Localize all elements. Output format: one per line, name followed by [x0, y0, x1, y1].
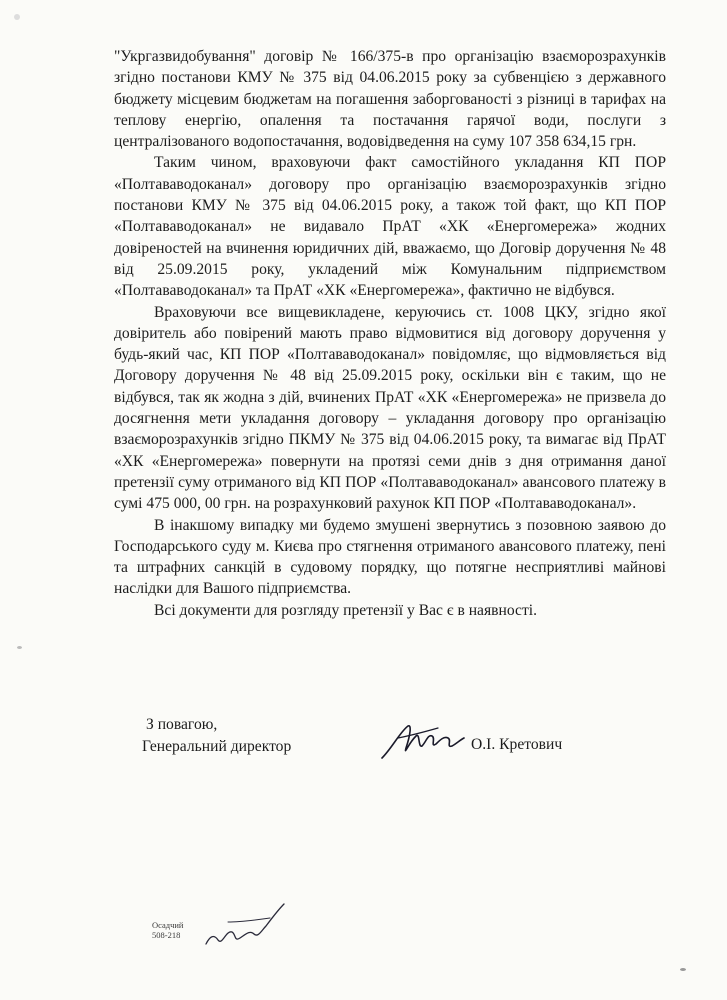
scan-speck: [680, 968, 686, 971]
executor-info: [152, 920, 184, 940]
signer-name: О.І. Кретович: [471, 736, 563, 753]
scan-speck: [14, 14, 20, 20]
initials-signature: [200, 900, 290, 950]
paragraph-2: Таким чином, враховуючи факт самостійного укладання КП ПОР «Полтававодоканал» договору про організацію взаєморозрахунків згідно постанови КМУ № 375 від 04.06.2015 року, а також той факт, що КП ПОР «Полтававодоканал» не видавало ПрАТ «ХК «Енергомережа» жодних довіреностей на вчинення юридичних дій, вважаємо, що Договір доручення № 48 від 25.09.2015 року, укладений між Комунальним підприємством «Полтававодоканал» та ПрАТ «ХК «Енергомережа», фактично не відбувся.: [114, 154, 666, 300]
paragraph-3: Враховуючи все вищевикладене, керуючись ст. 1008 ЦКУ, згідно якої довіритель або повірений мають право відмовитися від договору доручення у будь-який час, КП ПОР «Полтававодоканал» повідомляє, що відмовляється від Договору доручення № 48 від 25.09.2015 року, оскільки він є таким, що не відбувся, так як жодна з дій, вчинених ПрАТ «ХК «Енергомережа» не призвела до досягнення мети укладання договору – укладання договору про організацію взаєморозрахунків згідно ПКМУ № 375 від 04.06.2015 року, та вимагає від ПрАТ «ХК «Енергомережа» повернути на протязі семи днів з дня отримання даної претензії суму отриманого від КП ПОР «Полтававодоканал» авансового платежу в сумі 475 000, 00 грн. на розрахунковий рахунок КП ПОР «Полтававодоканал».: [114, 303, 666, 513]
closing-phrase: З повагою,: [146, 716, 218, 733]
paragraph-5: Всі документи для розгляду претензії у Вас є в наявності.: [154, 601, 538, 619]
letter-body: [114, 46, 666, 621]
paragraph-1: "Укргазвидобування" договір № 166/375-в про організацію взаєморозрахунків згідно постанови КМУ № 375 від 04.06.2015 року за субвенцією з державного бюджету місцевим бюджетам на погашення заборгованості з різниці в тарифах на теплову енергію, опалення та постачання гарячої води, послуги з централізованого водопостачання, водовідведення на суму 107 358 634,15 грн.: [114, 48, 666, 151]
scan-speck: [17, 646, 22, 649]
paragraph-4: В інакшому випадку ми будемо змушені звернутись з позовною заявою до Господарського суду м. Києва про стягнення отриманого авансового платежу, пені та штрафних санкцій в судовому порядку, що потягне несприятливі майнові наслідки для Вашого підприємства.: [114, 516, 666, 598]
signer-title: Генеральний директор: [142, 737, 292, 755]
executor-phone: 508-218: [152, 930, 181, 940]
handwritten-signature: [378, 718, 468, 768]
signature-block: [142, 714, 292, 757]
executor-name: Осадчий: [152, 920, 184, 930]
